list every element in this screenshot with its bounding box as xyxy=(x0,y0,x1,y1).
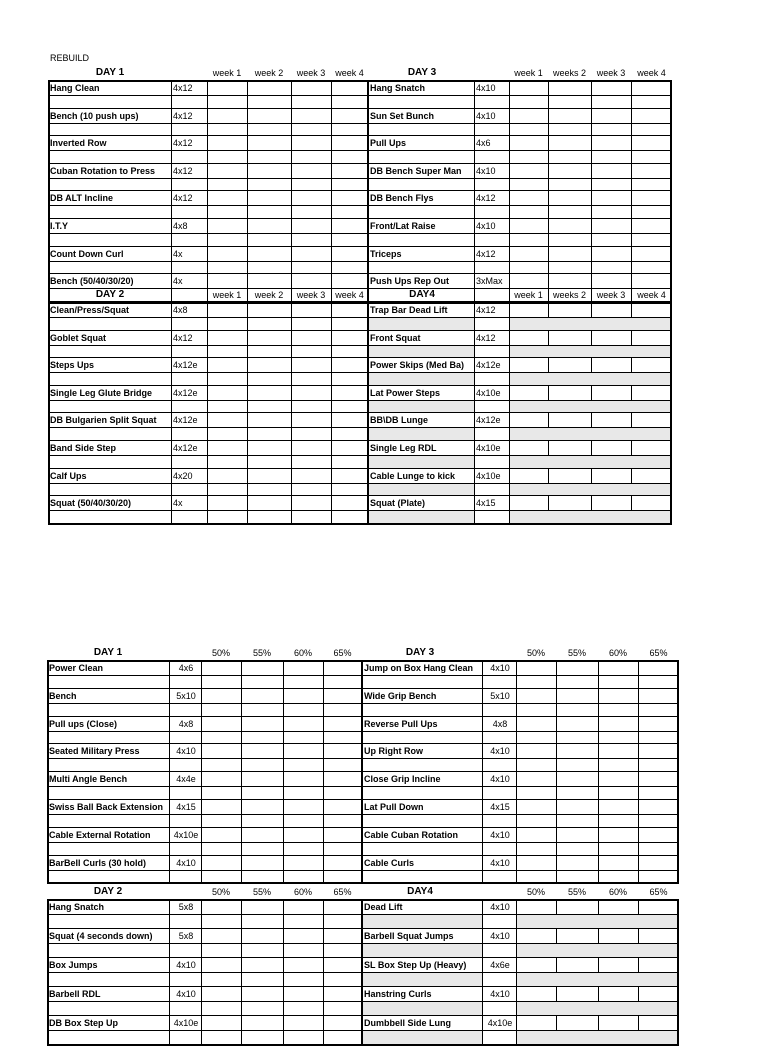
exercise-name: Dead Lift xyxy=(364,902,403,912)
exercise-name: Cable Cuban Rotation xyxy=(364,829,458,840)
exercise-name: Barbell RDL xyxy=(49,989,101,999)
row-shade xyxy=(510,317,670,330)
grid-line xyxy=(47,799,679,800)
sets-reps: 4x10e xyxy=(173,829,199,840)
column-header: week 3 xyxy=(596,68,626,78)
sets-reps: 4x6 xyxy=(178,663,194,673)
sets-reps: 3xMax xyxy=(476,276,503,287)
grid-line xyxy=(48,123,672,124)
grid-line xyxy=(47,675,679,676)
row-shade xyxy=(517,914,677,928)
sets-reps: 4x10 xyxy=(490,746,510,757)
exercise-name: Front/Lat Raise xyxy=(370,221,436,231)
grid-line xyxy=(47,943,679,944)
grid-line xyxy=(48,95,672,96)
sets-reps: 4x12e xyxy=(476,360,501,371)
exercise-name: Cable Lunge to kick xyxy=(370,470,456,481)
sets-reps: 4x10 xyxy=(490,829,510,840)
sets-reps: 4x20 xyxy=(173,470,193,481)
grid-line xyxy=(48,495,672,496)
exercise-name: Reverse Pull Ups xyxy=(364,718,438,729)
exercise-name: Bench xyxy=(49,690,77,701)
sets-reps: 4x10 xyxy=(476,221,496,231)
exercise-name: Push Ups Rep Out xyxy=(370,276,450,287)
exercise-name: Jump on Box Hang Clean xyxy=(364,663,474,673)
exercise-name: Bench (50/40/30/20) xyxy=(50,276,134,287)
grid-line xyxy=(48,218,672,219)
exercise-name: Hang Snatch xyxy=(49,902,105,912)
grid-line xyxy=(48,150,672,151)
grid-line xyxy=(47,827,679,828)
column-header: 55% xyxy=(567,887,587,897)
grid-line xyxy=(48,135,672,136)
day-title: DAY 1 xyxy=(93,647,123,658)
column-header: weeks 2 xyxy=(552,290,587,300)
grid-line xyxy=(48,385,672,386)
column-header: week 4 xyxy=(335,68,364,78)
grid-line xyxy=(509,81,510,302)
exercise-name: Pull Ups xyxy=(370,138,407,149)
exercise-name: Pull ups (Close) xyxy=(49,718,118,729)
grid-line xyxy=(47,1030,679,1031)
exercise-name: Clean/Press/Squat xyxy=(50,305,130,315)
row-shade xyxy=(369,317,474,330)
grid-line xyxy=(47,870,679,871)
row-shade xyxy=(369,400,474,413)
grid-line xyxy=(47,972,679,973)
grid-line xyxy=(48,246,672,247)
exercise-name: Sun Set Bunch xyxy=(370,110,435,121)
grid-line xyxy=(47,986,679,987)
exercise-name: Cuban Rotation to Press xyxy=(50,165,156,176)
exercise-name: DB Bench Super Man xyxy=(370,165,462,176)
column-header: 60% xyxy=(293,648,313,658)
sets-reps: 4x10e xyxy=(173,1018,199,1028)
exercise-name: Cable Curls xyxy=(364,857,415,868)
grid-line xyxy=(47,928,679,929)
grid-line xyxy=(331,303,332,524)
grid-line xyxy=(323,661,324,883)
sets-reps: 4x8 xyxy=(178,718,194,729)
sets-reps: 4x8 xyxy=(173,305,188,315)
sets-reps: 4x12e xyxy=(173,360,198,371)
sets-reps: 4x10 xyxy=(476,83,496,93)
sets-reps: 4x10e xyxy=(476,470,501,481)
sets-reps: 4x12 xyxy=(173,138,193,149)
grid-line xyxy=(47,786,679,787)
exercise-name: Box Jumps xyxy=(49,960,98,970)
sets-reps: 4x12 xyxy=(173,332,193,343)
grid-line xyxy=(591,81,592,302)
grid-line xyxy=(48,233,672,234)
sets-reps: 4x12 xyxy=(476,193,496,204)
grid-line xyxy=(48,273,672,274)
sets-reps: 5x10 xyxy=(176,690,196,701)
sets-reps: 4x4e xyxy=(176,774,196,785)
grid-line xyxy=(631,81,632,302)
exercise-name: Hang Clean xyxy=(50,83,100,93)
page-label: REBUILD xyxy=(50,53,90,63)
exercise-name: Triceps xyxy=(370,248,402,259)
day-title: DAY 3 xyxy=(405,647,435,658)
row-shade xyxy=(510,345,670,358)
grid-line xyxy=(291,81,292,302)
grid-line xyxy=(48,108,672,109)
grid-line xyxy=(516,661,517,883)
column-header: week 1 xyxy=(514,68,543,78)
grid-line xyxy=(47,716,679,717)
column-header: week 4 xyxy=(637,290,666,300)
grid-line xyxy=(47,731,679,732)
exercise-name: Single Leg RDL xyxy=(370,443,437,453)
grid-line xyxy=(47,914,679,915)
grid-line xyxy=(48,412,672,413)
grid-line xyxy=(48,468,672,469)
grid-line xyxy=(47,1001,679,1002)
sets-reps: 4x10 xyxy=(176,857,196,868)
exercise-name: SL Box Step Up (Heavy) xyxy=(364,960,467,970)
row-shade xyxy=(369,372,474,385)
sets-reps: 4x10e xyxy=(476,387,501,398)
grid-line xyxy=(331,81,332,302)
row-shade xyxy=(363,914,482,928)
sets-reps: 4x10 xyxy=(476,165,496,176)
grid-line xyxy=(48,455,672,456)
column-header: week 2 xyxy=(254,290,284,300)
grid-line xyxy=(47,688,679,689)
grid-line xyxy=(291,303,292,524)
grid-line xyxy=(47,703,679,704)
day-title: DAY 2 xyxy=(93,886,123,897)
sets-reps: 4x10 xyxy=(490,989,510,999)
row-shade xyxy=(510,455,670,468)
day-title: DAY4 xyxy=(407,886,433,897)
column-header: week 3 xyxy=(296,290,326,300)
grid-line xyxy=(47,814,679,815)
row-shade xyxy=(363,1030,482,1044)
sets-reps: 4x8 xyxy=(492,718,508,729)
grid-line xyxy=(48,483,672,484)
column-header: 65% xyxy=(333,648,352,658)
grid-line xyxy=(48,510,672,511)
grid-line xyxy=(48,345,672,346)
sets-reps: 4x10 xyxy=(176,960,196,970)
sets-reps: 4x15 xyxy=(490,802,510,812)
column-header: week 4 xyxy=(335,290,364,300)
column-header: week 4 xyxy=(637,68,666,78)
sets-reps: 4x10 xyxy=(490,931,510,941)
grid-line xyxy=(48,372,672,373)
column-header: 55% xyxy=(252,887,272,897)
exercise-name: Barbell Squat Jumps xyxy=(364,931,454,941)
row-shade xyxy=(369,427,474,440)
sets-reps: 4x12 xyxy=(476,248,496,259)
day-title: DAY 3 xyxy=(407,67,437,78)
sets-reps: 4x10 xyxy=(176,746,196,757)
exercise-name: Squat (4 seconds down) xyxy=(49,931,153,941)
grid-line xyxy=(241,661,242,883)
grid-line xyxy=(283,661,284,883)
sets-reps: 4x8 xyxy=(173,221,188,231)
exercise-name: I.T.Y xyxy=(50,221,69,231)
exercise-name: DB Bulgarien Split Squat xyxy=(50,415,157,426)
exercise-name: DB Bench Flys xyxy=(370,193,434,204)
exercise-name: BarBell Curls (30 hold) xyxy=(49,857,147,868)
row-shade xyxy=(510,400,670,413)
exercise-name: Count Down Curl xyxy=(50,248,124,259)
grid-line xyxy=(48,205,672,206)
sets-reps: 4x12 xyxy=(173,110,193,121)
exercise-name: Calf Ups xyxy=(50,470,87,481)
exercise-name: Hang Snatch xyxy=(370,83,426,93)
sets-reps: 4x xyxy=(173,498,183,509)
grid-line xyxy=(598,661,599,883)
exercise-name: Inverted Row xyxy=(50,138,107,149)
row-shade xyxy=(517,1030,677,1044)
row-shade xyxy=(369,345,474,358)
column-header: week 3 xyxy=(296,68,326,78)
row-shade xyxy=(369,510,474,523)
grid-line xyxy=(48,400,672,401)
row-shade xyxy=(517,943,677,957)
sets-reps: 4x10e xyxy=(487,1018,513,1028)
sets-reps: 4x10 xyxy=(490,663,510,673)
exercise-name: Front Squat xyxy=(370,332,421,343)
column-header: 65% xyxy=(649,887,668,897)
exercise-name: Single Leg Glute Bridge xyxy=(50,387,153,398)
sets-reps: 4x10 xyxy=(490,774,510,785)
grid-line xyxy=(48,317,672,318)
exercise-name: Lat Power Steps xyxy=(370,387,441,398)
sets-reps: 4x12 xyxy=(173,83,193,93)
sets-reps: 4x12e xyxy=(476,415,501,426)
exercise-name: Dumbbell Side Lung xyxy=(364,1018,451,1028)
sets-reps: 4x10 xyxy=(490,902,510,912)
exercise-name: Power Skips (Med Ba) xyxy=(370,360,465,371)
exercise-name: Up Right Row xyxy=(364,746,423,757)
sets-reps: 4x15 xyxy=(476,498,496,509)
column-header: 50% xyxy=(526,648,546,658)
grid-line xyxy=(47,758,679,759)
row-shade xyxy=(510,372,670,385)
column-header: 55% xyxy=(252,648,272,658)
exercise-name: Close Grip Incline xyxy=(364,774,441,785)
grid-line xyxy=(201,661,202,883)
row-shade xyxy=(517,972,677,986)
grid-line xyxy=(47,743,679,744)
sets-reps: 4x12e xyxy=(173,387,198,398)
column-header: 50% xyxy=(211,648,231,658)
sets-reps: 4x12e xyxy=(173,415,198,426)
grid-line xyxy=(48,163,672,164)
sets-reps: 4x10 xyxy=(476,110,496,121)
row-shade xyxy=(363,972,482,986)
day-title: DAY4 xyxy=(409,289,435,300)
grid-line xyxy=(207,303,208,524)
row-shade xyxy=(517,1001,677,1015)
grid-line xyxy=(48,357,672,358)
row-shade xyxy=(363,943,482,957)
column-header: week 2 xyxy=(254,68,284,78)
grid-line xyxy=(638,661,639,883)
sets-reps: 4x10e xyxy=(476,443,501,453)
sets-reps: 4x12 xyxy=(476,332,496,343)
sets-reps: 4x12 xyxy=(476,305,496,315)
sets-reps: 5x8 xyxy=(178,931,194,941)
exercise-name: Multi Angle Bench xyxy=(49,774,128,785)
row-shade xyxy=(510,483,670,496)
day-title: DAY 1 xyxy=(95,67,125,78)
exercise-name: BB\DB Lunge xyxy=(370,415,428,426)
column-header: 50% xyxy=(526,887,546,897)
column-header: 60% xyxy=(608,648,628,658)
exercise-name: Hanstring Curls xyxy=(364,989,432,999)
column-header: 60% xyxy=(293,887,313,897)
grid-line xyxy=(47,771,679,772)
column-header: week 1 xyxy=(212,68,242,78)
sets-reps: 5x10 xyxy=(490,690,510,701)
column-header: week 3 xyxy=(596,290,626,300)
row-shade xyxy=(510,427,670,440)
grid-line xyxy=(247,81,248,302)
grid-line xyxy=(48,440,672,441)
column-header: 55% xyxy=(567,648,587,658)
row-shade xyxy=(369,455,474,468)
grid-line xyxy=(207,81,208,302)
exercise-name: Power Clean xyxy=(49,663,104,673)
column-header: 65% xyxy=(649,648,668,658)
sets-reps: 4x12 xyxy=(173,165,193,176)
sets-reps: 4x12e xyxy=(173,443,198,453)
column-header: weeks 2 xyxy=(552,68,587,78)
sets-reps: 4x6 xyxy=(476,138,491,149)
exercise-name: Squat (Plate) xyxy=(370,498,426,509)
day-title: DAY 2 xyxy=(95,289,125,300)
row-shade xyxy=(369,483,474,496)
column-header: 60% xyxy=(608,887,628,897)
exercise-name: Wide Grip Bench xyxy=(364,690,437,701)
column-header: week 1 xyxy=(212,290,242,300)
exercise-name: Seated Military Press xyxy=(49,746,140,757)
grid-line xyxy=(47,855,679,856)
grid-line xyxy=(548,81,549,302)
exercise-name: Trap Bar Dead Lift xyxy=(370,305,448,315)
sets-reps: 4x xyxy=(173,248,183,259)
exercise-name: Goblet Squat xyxy=(50,332,106,343)
exercise-name: DB Box Step Up xyxy=(49,1018,119,1028)
exercise-name: Steps Ups xyxy=(50,360,95,371)
sets-reps: 4x12 xyxy=(173,193,193,204)
grid-line xyxy=(48,178,672,179)
sets-reps: 4x10 xyxy=(176,989,196,999)
sets-reps: 4x xyxy=(173,276,183,287)
grid-line xyxy=(48,190,672,191)
sets-reps: 4x10 xyxy=(490,857,510,868)
grid-line xyxy=(556,661,557,883)
grid-line xyxy=(47,1015,679,1016)
column-header: 65% xyxy=(333,887,352,897)
exercise-name: Band Side Step xyxy=(50,443,117,453)
grid-line xyxy=(48,261,672,262)
row-shade xyxy=(510,510,670,523)
grid-line xyxy=(47,957,679,958)
sets-reps: 5x8 xyxy=(178,902,194,912)
sets-reps: 4x15 xyxy=(176,802,196,812)
exercise-name: Swiss Ball Back Extension xyxy=(49,802,164,812)
column-header: week 1 xyxy=(514,290,543,300)
exercise-name: Squat (50/40/30/20) xyxy=(50,498,132,509)
grid-line xyxy=(48,330,672,331)
row-shade xyxy=(363,1001,482,1015)
exercise-name: Lat Pull Down xyxy=(364,802,424,812)
grid-line xyxy=(247,303,248,524)
column-header: 50% xyxy=(211,887,231,897)
exercise-name: Bench (10 push ups) xyxy=(50,110,139,121)
exercise-name: DB ALT Incline xyxy=(50,193,113,204)
exercise-name: Cable External Rotation xyxy=(49,829,151,840)
grid-line xyxy=(47,842,679,843)
sets-reps: 4x6e xyxy=(490,960,510,970)
grid-line xyxy=(48,427,672,428)
